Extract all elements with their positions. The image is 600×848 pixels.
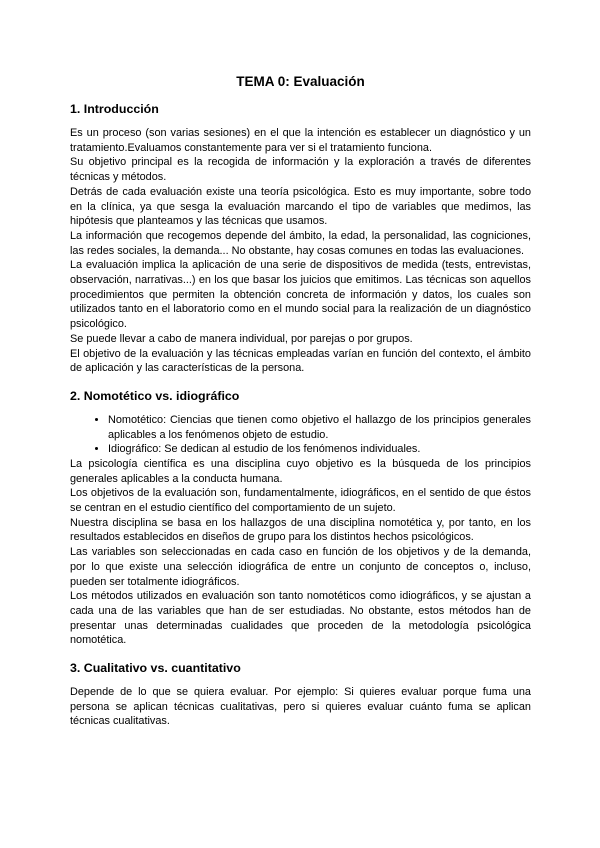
document-title [70, 74, 531, 89]
paragraph: Su objetivo principal es la recogida de información y la exploración a través de diferentes técnicas y métodos. [70, 156, 531, 184]
section-cualitativo-cuantitativo [70, 662, 531, 729]
paragraph: Se puede llevar a cabo de manera individual, por parejas o por grupos. [70, 332, 413, 345]
section-heading-nomotetico-idiografico: 2. Nomotético vs. idiográfico [70, 388, 240, 403]
paragraph: Depende de lo que se quiera evaluar. Por ejemplo: Si quieres evaluar porque fuma una persona se aplican técnicas cualitativas, pero si quieres evaluar cuánto fuma se aplican técnicas cualitativas. [70, 685, 531, 728]
paragraph: Los objetivos de la evaluación son, fundamentalmente, idiográficos, en el sentido de que éstos se centran en el estudio científico del comportamiento de un sujeto. [70, 487, 531, 515]
paragraph: Detrás de cada evaluación existe una teoría psicológica. Esto es muy importante, sobre todo en la clínica, ya que sesga la evaluación marcando el tipo de variables que medimos, las hipótesis que planteamos y las técnicas que usamos. [70, 185, 531, 228]
section-heading-cualitativo-cuantitativo: 3. Cualitativo vs. cuantitativo [70, 661, 241, 676]
document-title-text: TEMA 0: Evaluación [236, 74, 365, 89]
paragraph: La psicología científica es una disciplina cuyo objetivo es la búsqueda de los principios generales aplicables a la conducta humana. [70, 457, 531, 485]
paragraph: Los métodos utilizados en evaluación son tanto nomotéticos como idiográficos, y se ajustan a cada una de las variables que han de ser estudiadas. No obstante, estos métodos han de presentar unas determinadas cualidades que proceden de la metodología psicológica nomotética. [70, 590, 531, 647]
paragraph: La evaluación implica la aplicación de una serie de dispositivos de medida (tests, entrevistas, observación, narrativas...) en los que basar los juicios que emitimos. Las técnicas son aquellos procedimientos que permiten la obtención concreta de información y datos, los cuales son utilizados tanto en el laboratorio como en el mundo social para la realización de un diagnóstico psicológico. [70, 259, 531, 331]
section-introduccion [70, 103, 531, 376]
bullet-item: • Idiográfico: Se dedican al estudio de los fenómenos individuales. [108, 442, 531, 457]
section-heading-introduccion: 1. Introducción [70, 102, 159, 117]
paragraph: Nuestra disciplina se basa en los hallazgos de una disciplina nomotética y, por tanto, en los resultados establecidos en diseños de grupo para los distintos hechos psicológicos. [70, 516, 531, 544]
bullet-item: • Nomotético: Ciencias que tienen como objetivo el hallazgo de los principios generales aplicables a los fenómenos objeto de estudio. [108, 413, 531, 442]
paragraph: Las variables son seleccionadas en cada caso en función de los objetivos y de la demanda, por lo que existe una selección idiográfica de entre un conjunto de conceptos o, incluso, pueden ser totalmente idiográficos. [70, 546, 531, 588]
bullet-list [70, 413, 531, 457]
paragraph: Es un proceso (son varias sesiones) en el que la intención es establecer un diagnóstico y un tratamiento.Evaluamos constantemente para ver si el tratamiento funciona. [70, 127, 531, 154]
paragraph: El objetivo de la evaluación y las técnicas empleadas varían en función del contexto, el ámbito de aplicación y las características de la persona. [70, 347, 531, 375]
paragraph: La información que recogemos depende del ámbito, la edad, la personalidad, las cogniciones, las redes sociales, la demanda... No obstante, hay cosas comunes en todas las evaluaciones. [70, 229, 531, 257]
section-nomotetico-idiografico [70, 390, 531, 648]
